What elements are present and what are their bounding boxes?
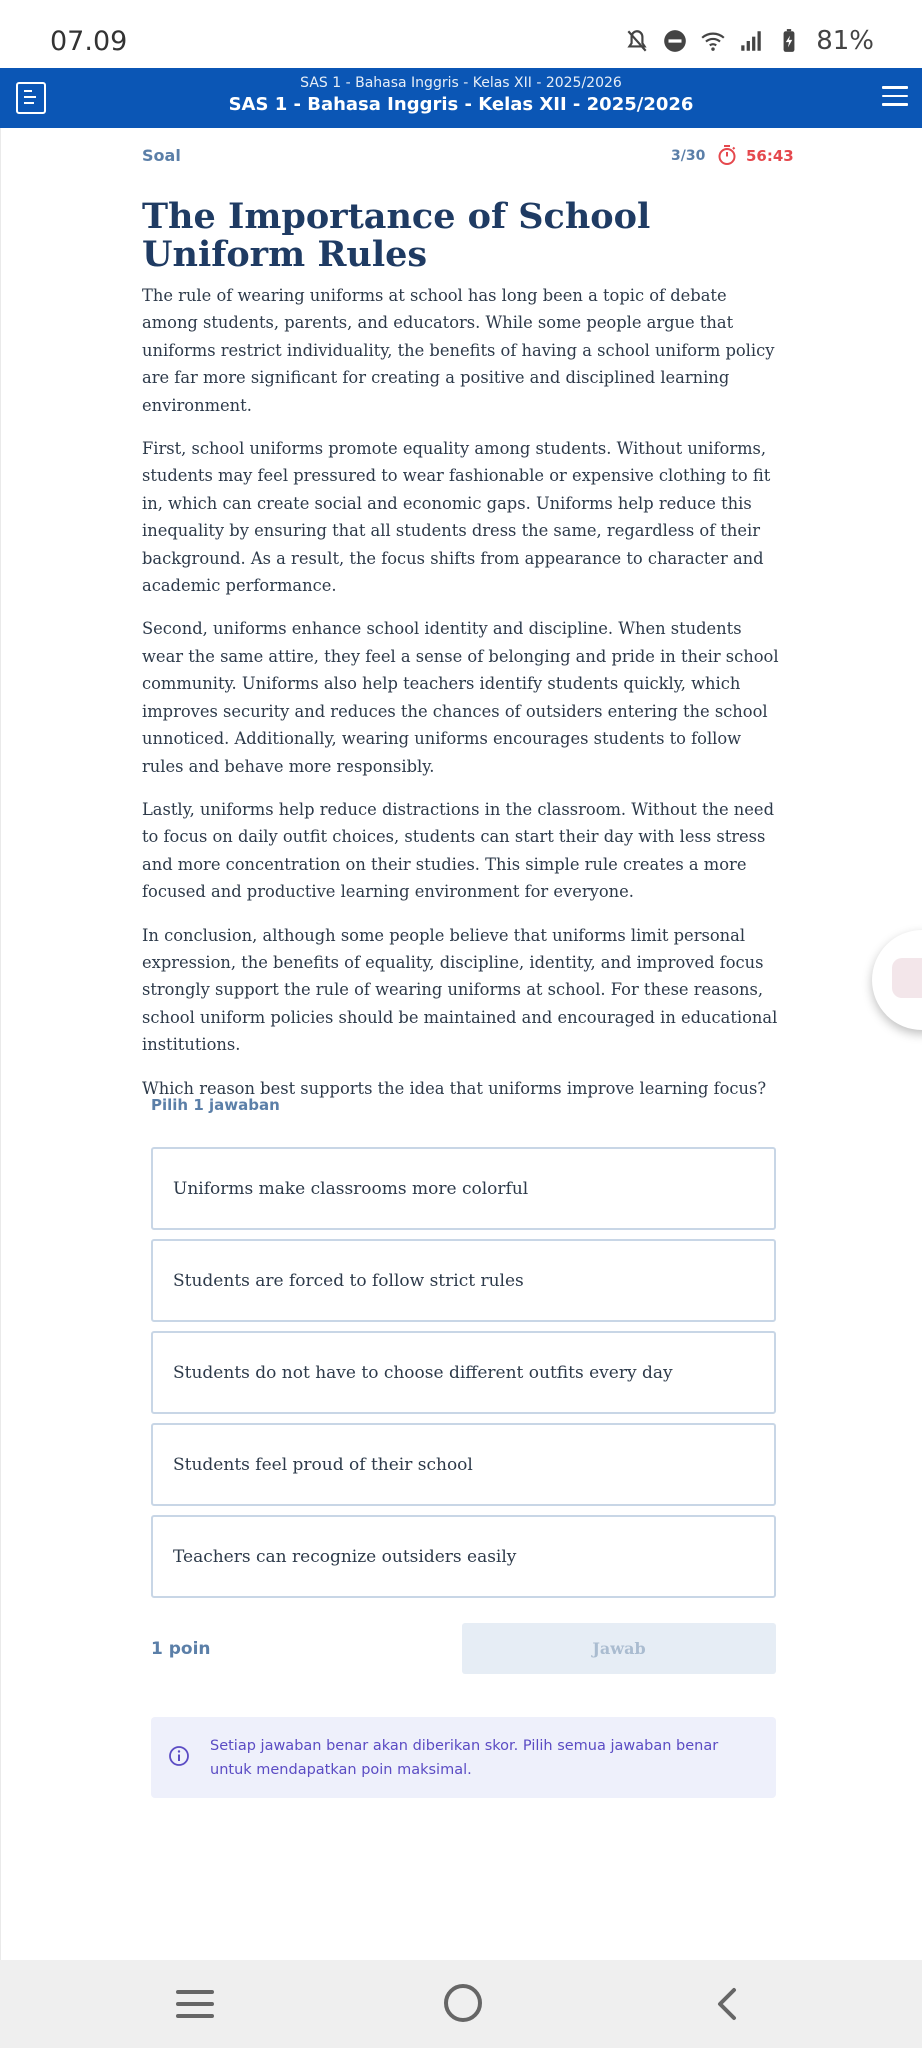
stopwatch-icon <box>717 144 737 166</box>
status-time: 07.09 <box>50 26 128 57</box>
answer-option-1[interactable]: Uniforms make classrooms more colorful <box>151 1147 776 1230</box>
status-icons <box>624 26 874 56</box>
answer-options <box>151 1147 776 1607</box>
wifi-icon <box>700 28 726 54</box>
answer-option-4[interactable]: Students feel proud of their school <box>151 1423 776 1506</box>
recent-apps-icon[interactable] <box>176 1990 214 2018</box>
article-paragraph: In conclusion, although some people believe that uniforms limit personal expression, the benefits of equality, discipline, identity, and improved focus strongly support the rule of wearing uniforms at school. For these reasons, school uniform policies should be maintained and encouraged in educational institutions. <box>142 925 778 1055</box>
article-paragraph: The rule of wearing uniforms at school has long been a topic of debate among students, parents, and educators. While some people argue that uniforms restrict individuality, the benefits of having a school uniform policy are far more significant for creating a positive and disciplined learning environment. <box>142 286 775 415</box>
article-paragraph: Lastly, uniforms help reduce distractions in the classroom. Without the need to focus on daily outfit choices, students can start their day with less stress and more concentration on their studies. This simple rule creates a more focused and productive learning environment for everyone. <box>142 799 774 902</box>
answer-button[interactable]: Jawab <box>462 1623 776 1674</box>
home-icon[interactable] <box>444 1984 482 2022</box>
signal-icon <box>738 28 764 54</box>
question-text: Which reason best supports the idea that uniforms improve learning focus? <box>142 1078 767 1098</box>
bell-muted-icon <box>624 28 650 54</box>
back-icon[interactable] <box>712 1984 742 2024</box>
article-body <box>142 282 782 1118</box>
do-not-disturb-icon <box>662 28 688 54</box>
header-subtitle: SAS 1 - Bahasa Inggris - Kelas XII - 2025/2026 <box>300 75 622 91</box>
article-title: The Importance of School Uniform Rules <box>142 196 651 275</box>
quiz-content <box>0 128 922 1960</box>
points-label: 1 poin <box>151 1639 211 1659</box>
header-title-block <box>0 74 922 118</box>
article-paragraph: Second, uniforms enhance school identity and discipline. When students wear the same attire, they feel a sense of belonging and pride in their school community. Uniforms also help teachers identify students quickly, which improves security and reduces the chances of outsiders entering the school unnoticed. Additionally, wearing uniforms encourages students to follow rules and behave more responsibly. <box>142 619 779 776</box>
camera-icon <box>892 958 922 998</box>
status-bar <box>0 0 922 68</box>
info-circle-icon <box>168 1745 190 1767</box>
answer-option-2[interactable]: Students are forced to follow strict rules <box>151 1239 776 1322</box>
answer-option-5[interactable]: Teachers can recognize outsiders easily <box>151 1515 776 1598</box>
article-paragraph: First, school uniforms promote equality among students. Without uniforms, students may feel pressured to wear fashionable or expensive clothing to fit in, which can create social and economic gaps. Uniforms help reduce this inequality by ensuring that all students dress the same, regardless of their background. As a result, the focus shifts from appearance to character and academic performance. <box>142 439 771 596</box>
battery-charging-icon <box>776 28 802 54</box>
app-header <box>0 68 922 128</box>
section-label: Soal <box>142 146 181 165</box>
hamburger-menu-icon[interactable] <box>882 86 908 110</box>
answer-instruction: Pilih 1 jawaban <box>151 1096 280 1114</box>
question-progress: 3/30 <box>671 148 706 164</box>
battery-percent: 81% <box>816 26 874 56</box>
info-box <box>151 1717 776 1798</box>
system-nav-bar <box>0 1960 922 2048</box>
info-text: Setiap jawaban benar akan diberikan skor. Pilih semua jawaban benar untuk mendapatkan poin maksimal. <box>210 1738 719 1778</box>
header-title: SAS 1 - Bahasa Inggris - Kelas XII - 2025/2026 <box>228 94 694 115</box>
answer-option-3[interactable]: Students do not have to choose different outfits every day <box>151 1331 776 1414</box>
countdown-timer: 56:43 <box>746 147 794 165</box>
